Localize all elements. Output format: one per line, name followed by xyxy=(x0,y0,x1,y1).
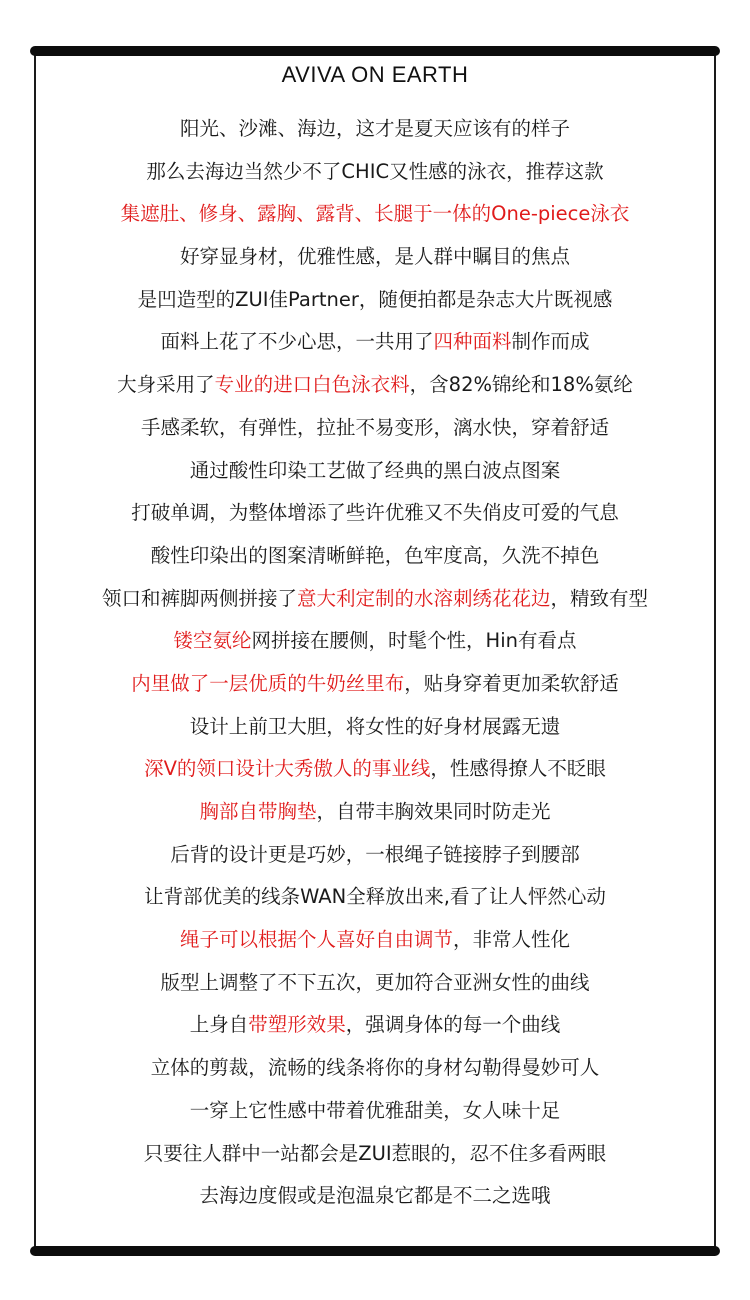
text-line xyxy=(0,962,750,1005)
page-title: AVIVA ON EARTH xyxy=(281,62,469,87)
line-text: 版型上调整了不下五次，更加符合亚洲女性的曲线 xyxy=(160,970,590,994)
line-text: 打破单调，为整体增添了些许优雅又不失俏皮可爱的气息 xyxy=(131,501,619,525)
line-text: 面料上花了不少心思，一共用了 xyxy=(160,330,434,354)
text-line xyxy=(0,663,750,706)
text-line xyxy=(0,1047,750,1090)
line-highlight: 深V的领口设计大秀傲人的事业线 xyxy=(144,757,431,781)
text-line xyxy=(0,108,750,151)
line-text: 酸性印染出的图案清晰鲜艳，色牢度高，久洗不掉色 xyxy=(150,543,600,567)
line-text: 让背部优美的线条WAN全释放出来,看了让人怦然心动 xyxy=(144,885,606,909)
text-line xyxy=(0,321,750,364)
line-text-after: 制作而成 xyxy=(511,330,590,354)
line-text-after: ，非常人性化 xyxy=(453,928,571,952)
text-line xyxy=(0,876,750,919)
text-line xyxy=(0,151,750,194)
line-highlight: 专业的进口白色泳衣料 xyxy=(214,373,410,397)
line-text: 一穿上它性感中带着优雅甜美，女人味十足 xyxy=(189,1098,561,1122)
line-text: 大身采用了 xyxy=(117,373,215,397)
line-highlight: 带塑形效果 xyxy=(248,1013,346,1037)
line-text-after: 网拼接在腰侧，时髦个性，Hin有看点 xyxy=(251,629,577,653)
text-line xyxy=(0,535,750,578)
line-highlight: 镂空氨纶 xyxy=(173,629,252,653)
line-text-after: ，强调身体的每一个曲线 xyxy=(345,1013,561,1037)
text-line xyxy=(0,364,750,407)
text-line xyxy=(0,492,750,535)
line-text: 后背的设计更是巧妙，一根绳子链接脖子到腰部 xyxy=(170,842,580,866)
text-line xyxy=(0,919,750,962)
text-line xyxy=(0,407,750,450)
line-text-after: ，自带丰胸效果同时防走光 xyxy=(316,800,551,823)
line-text: 通过酸性印染工艺做了经典的黑白波点图案 xyxy=(189,458,561,482)
text-line xyxy=(0,279,750,322)
text-line xyxy=(0,1133,750,1176)
text-line xyxy=(0,706,750,749)
text-line xyxy=(0,578,750,621)
line-text: 阳光、沙滩、海边，这才是夏天应该有的样子 xyxy=(179,117,570,140)
line-text: 只要往人群中一站都会是ZUI惹眼的，忍不住多看两眼 xyxy=(143,1141,607,1165)
text-line xyxy=(0,1004,750,1047)
text-line xyxy=(0,1175,750,1218)
line-highlight: 绳子可以根据个人喜好自由调节 xyxy=(179,928,453,952)
line-text-after: ，精致有型 xyxy=(550,586,649,610)
line-highlight: 内里做了一层优质的牛奶丝里布 xyxy=(131,671,405,695)
line-text: 去海边度假或是泡温泉它都是不二之选哦 xyxy=(199,1184,551,1208)
line-highlight: 意大利定制的水溶刺绣花花边 xyxy=(296,586,551,610)
line-text: 那么去海边当然少不了CHIC又性感的泳衣，推荐这款 xyxy=(146,159,604,183)
text-line xyxy=(0,748,750,791)
line-text: 上身自 xyxy=(189,1013,249,1037)
line-text: 立体的剪裁，流畅的线条将你的身材勾勒得曼妙可人 xyxy=(150,1056,600,1080)
line-highlight: 集遮肚、修身、露胸、露背、长腿于一体的One-piece泳衣 xyxy=(120,202,630,226)
text-line xyxy=(0,236,750,279)
line-text: 设计上前卫大胆，将女性的好身材展露无遗 xyxy=(189,714,561,738)
line-highlight: 胸部自带胸垫 xyxy=(199,800,317,823)
text-line xyxy=(0,834,750,877)
scroll-bottom-bar xyxy=(30,1246,720,1256)
scroll-top-bar xyxy=(30,46,720,56)
text-line xyxy=(0,1090,750,1133)
line-text: 领口和裤脚两侧拼接了 xyxy=(101,586,297,610)
text-line xyxy=(0,620,750,663)
line-text: 好穿显身材，优雅性感，是人群中瞩目的焦点 xyxy=(179,245,570,269)
line-text-after: ，性感得撩人不眨眼 xyxy=(430,757,606,781)
line-text-after: ，贴身穿着更加柔软舒适 xyxy=(404,671,619,695)
line-highlight: 四种面料 xyxy=(433,330,512,354)
line-text: 手感柔软，有弹性，拉扯不易变形，漓水快，穿着舒适 xyxy=(140,415,609,439)
description-lines xyxy=(0,108,750,1218)
text-line xyxy=(0,791,750,834)
line-text-after: ，含82%锦纶和18%氨纶 xyxy=(409,373,633,397)
line-text: 是凹造型的ZUI佳Partner，随便拍都是杂志大片既视感 xyxy=(137,287,613,311)
text-line xyxy=(0,193,750,236)
text-line xyxy=(0,450,750,493)
